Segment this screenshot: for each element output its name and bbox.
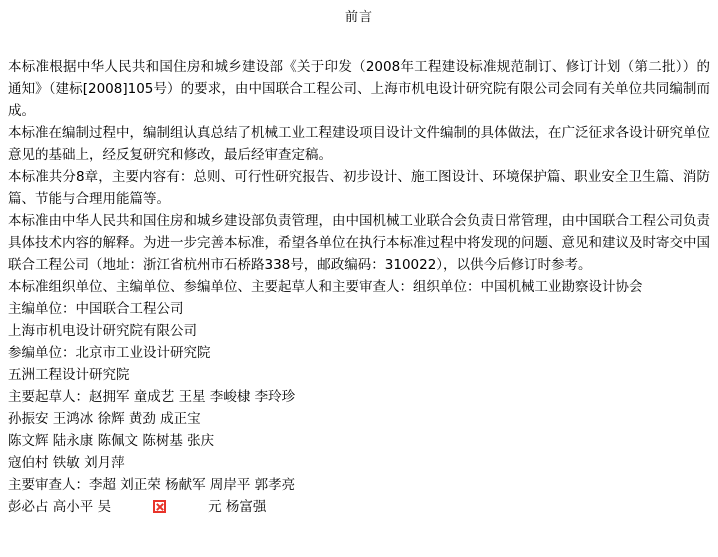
credits-line-7: 孙振安 王鸿冰 徐辉 黄劲 成正宝 [8, 411, 201, 427]
credits-line-9: 寇伯村 铁敏 刘月萍 [8, 455, 125, 471]
credits-line-1: 本标准组织单位、主编单位、参编单位、主要起草人和主要审查人：组织单位：中国机械工业勘察设计协会 [8, 279, 643, 295]
credits-line-8: 陈文辉 陆永康 陈佩文 陈树基 张庆 [8, 433, 215, 449]
red-x-box-icon [153, 500, 166, 513]
credits-line-2: 主编单位：中国联合工程公司 [8, 301, 184, 317]
credits-line-4: 参编单位：北京市工业设计研究院 [8, 345, 211, 361]
paragraph-1: 本标准根据中华人民共和国住房和城乡建设部《关于印发（2008年工程建设标准规范制订、修订计划（第二批））的通知》（建标[2008]105号）的要求，由中国联合工程公司、上海市机电设计研究院有限公司会同有关单位共同编制而成。 [8, 59, 710, 119]
paragraph-3: 本标准共分8章，主要内容有：总则、可行性研究报告、初步设计、施工图设计、环境保护篇、职业安全卫生篇、消防篇、节能与合理用能篇等。 [8, 169, 710, 207]
document-body [8, 56, 710, 518]
credits-line-6: 主要起草人：赵拥军 童成艺 王星 李峻棣 李玲珍 [8, 389, 296, 405]
last-line-before: 彭必占 高小平 吴 [8, 499, 112, 515]
last-line-middle: 元 [208, 499, 222, 515]
credits-line-3: 上海市机电设计研究院有限公司 [8, 323, 197, 339]
paragraph-4: 本标准由中华人民共和国住房和城乡建设部负责管理，由中国机械工业联合会负责日常管理，由中国联合工程公司负责具体技术内容的解释。为进一步完善本标准，希望各单位在执行本标准过程中将发现的问题、意见和建议及时寄交中国联合工程公司（地址：浙江省杭州市石桥路338号，邮政编码：310022），以供今后修订时参考。 [8, 213, 710, 273]
paragraph-2: 本标准在编制过程中，编制组认真总结了机械工业工程建设项目设计文件编制的具体做法，在广泛征求各设计研究单位意见的基础上，经反复研究和修改，最后经审查定稿。 [8, 125, 710, 163]
credits-line-5: 五洲工程设计研究院 [8, 367, 130, 383]
page-title: 前言 [344, 10, 373, 25]
credits-last-line [8, 496, 710, 518]
last-line-after: 杨富强 [221, 499, 267, 515]
credits-line-10: 主要审查人：李超 刘正荣 杨献军 周岸平 郭孝亮 [8, 477, 296, 493]
